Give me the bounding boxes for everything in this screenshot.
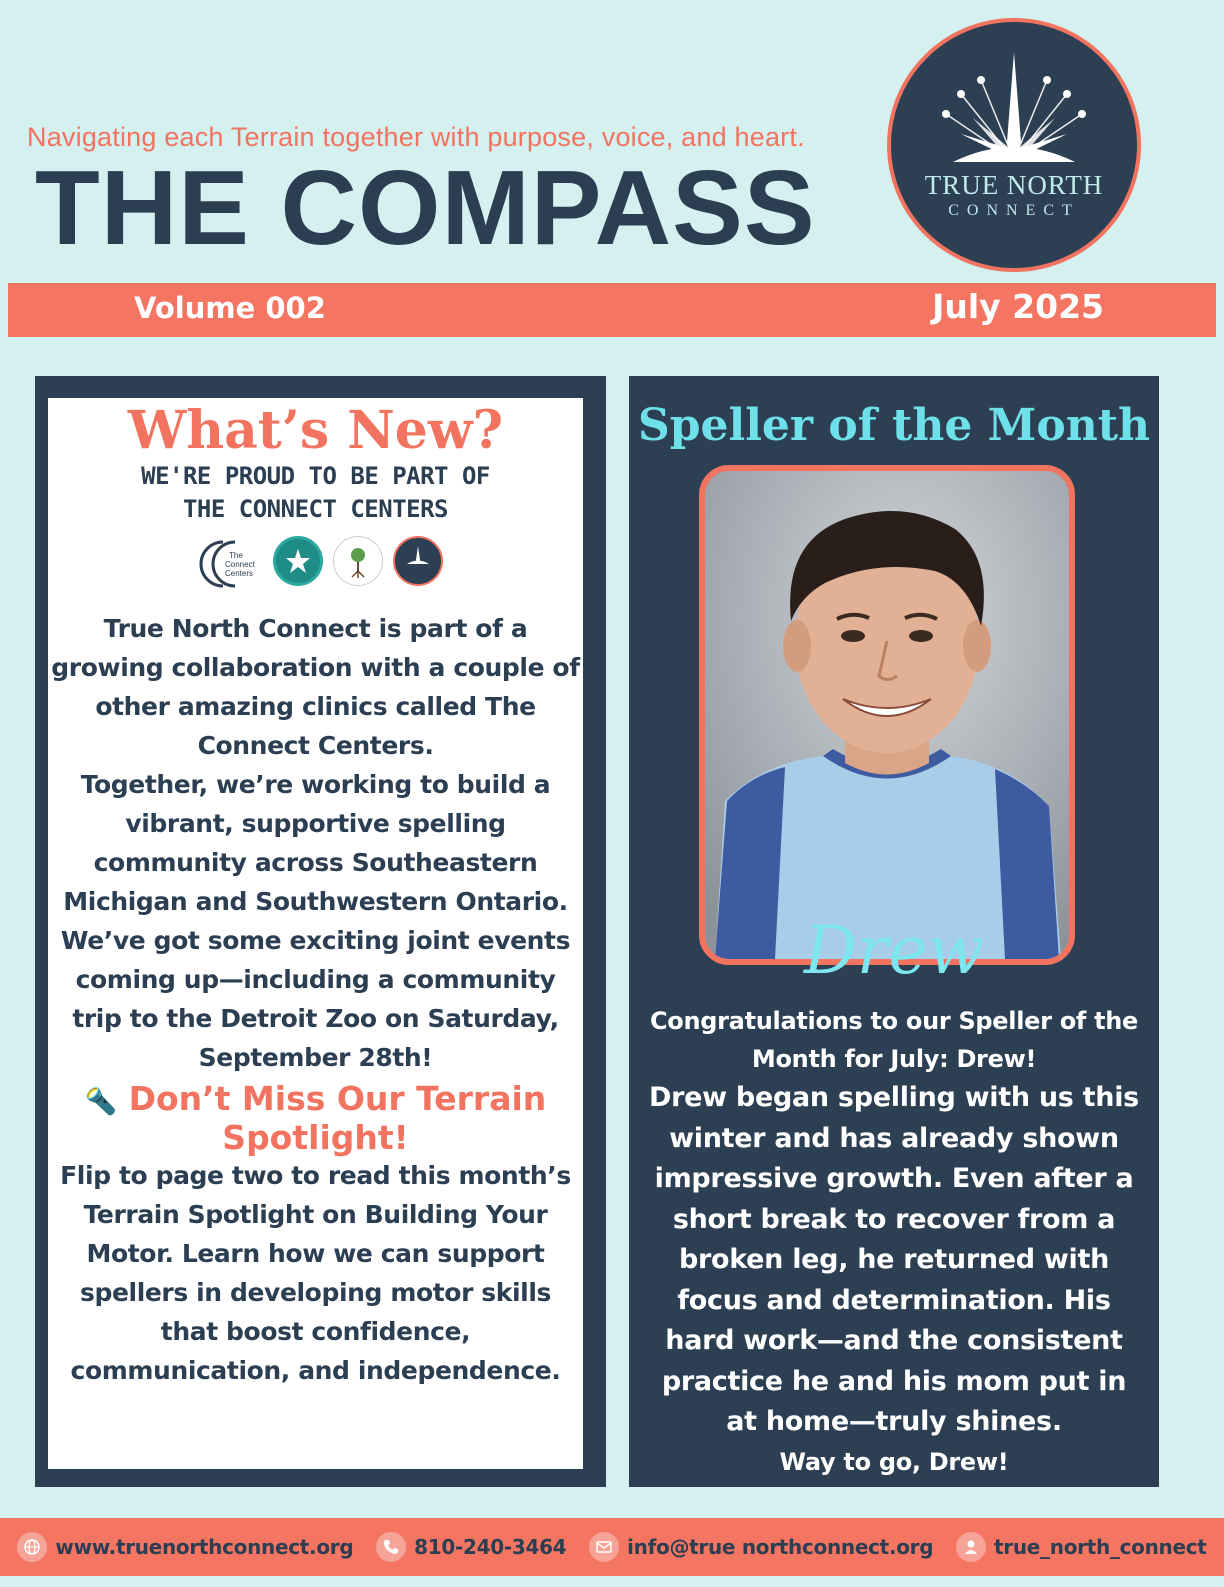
speller-photo [699,465,1075,965]
social-handle[interactable]: true_north_connect [994,1535,1207,1559]
whats-new-panel [35,376,606,1487]
footer-website[interactable] [17,1532,353,1562]
user-icon [956,1532,986,1562]
true-north-connect-logo [887,18,1141,272]
footer-phone[interactable] [376,1532,566,1562]
globe-icon [17,1532,47,1562]
contact-footer [0,1518,1224,1576]
speller-of-the-month-title: Speller of the Month [637,400,1151,451]
whats-new-subtitle [48,460,583,525]
spotlight-heading-row [48,1081,583,1156]
whats-new-title: What’s New? [127,400,504,461]
whats-new-paragraph-1: True North Connect is part of a growing collaboration with a couple of other amazing clinics called The Connect Centers. [51,614,580,761]
speller-name: Drew [803,912,985,989]
logo-text-true-north: TRUE NORTH [924,170,1104,200]
spellers-connect-logo [273,536,323,586]
whats-new-card [48,398,583,1469]
email-address[interactable]: info@true northconnect.org [627,1535,934,1559]
spotlight-heading: Don’t Miss Our Terrain Spotlight! [128,1079,547,1158]
volume-label: Volume 002 [134,291,326,325]
speller-story [647,1002,1141,1481]
issue-banner [8,283,1216,337]
connect-centers-logo [189,536,263,586]
true-north-mini-logo [393,536,443,586]
footer-email[interactable] [589,1532,933,1562]
flashlight-icon: 🔦 [84,1087,118,1118]
speller-story-text: Drew began spelling with us this winter and has already shown impressive growth. Even after a short break to recover from a broken leg, he returned with focus and determination. His hard work—and the consistent practice he and his mom put in at home—truly shines. [649,1082,1139,1437]
speller-closing: Way to go, Drew! [779,1447,1009,1476]
issue-date: July 2025 [932,287,1104,326]
whats-new-paragraph-2: Together, we’re working to build a vibrant, supportive spelling community across Southeastern Michigan and Southwestern Ontario. [63,770,568,917]
mail-icon [589,1532,619,1562]
cc-logo-text-3: Centers [224,569,253,579]
subtitle-line-2: THE CONNECT CENTERS [182,494,449,523]
phone-number[interactable]: 810-240-3464 [414,1535,567,1559]
speller-congrats: Congratulations to our Speller of the Month for July: Drew! [649,1007,1139,1073]
whats-new-paragraph-3: We’ve got some exciting joint events coming up—including a community trip to the Detroit Zoo on Saturday, September 28th! [60,926,571,1073]
logo-text-connect: CONNECT [948,202,1080,219]
speller-of-the-month-panel [629,376,1159,1487]
cc-logo-text-2: Connect [224,560,255,570]
subtitle-line-1: WE'RE PROUD TO BE PART OF [141,462,490,491]
roots-logo [333,536,383,586]
tagline: Navigating each Terrain together with purpose, voice, and heart. [27,122,805,152]
cc-logo-text-1: The [228,551,243,561]
website-link[interactable]: www.truenorthconnect.org [55,1535,354,1559]
footer-social[interactable] [956,1532,1207,1562]
compass-star-icon [891,22,1137,268]
partner-logos [48,531,583,591]
newsletter-title: THE COMPASS [35,149,816,267]
phone-icon [376,1532,406,1562]
whats-new-paragraph-4: Flip to page two to read this month’s Terrain Spotlight on Building Your Motor. Learn how we can support spellers in developing motor skills that boost confidence, communication, and independence. [60,1161,571,1386]
